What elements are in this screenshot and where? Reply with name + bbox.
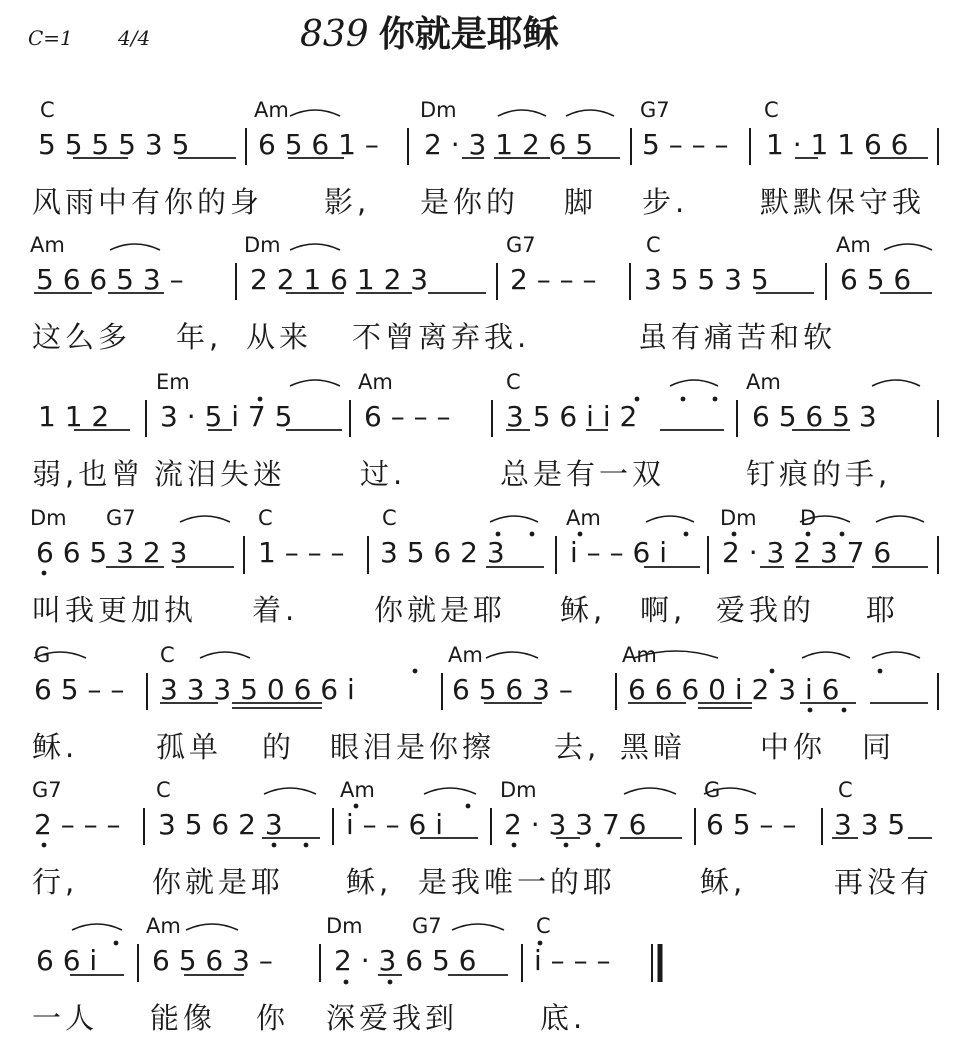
chord: Am xyxy=(448,643,483,667)
measure: 3 5 6 2 3 xyxy=(158,808,283,841)
lyric: 钉痕的手, xyxy=(746,457,892,491)
lyric: 去, xyxy=(554,730,601,764)
measure: 3 5 6 2 3 xyxy=(380,536,505,569)
measure: 6 6 i xyxy=(36,944,98,977)
measure: 2 · 3 6 5 6 xyxy=(334,944,477,977)
lyric: 你 xyxy=(256,1001,290,1035)
lyric: 过. xyxy=(360,457,407,491)
measure: 1 · 1 1 6 6 xyxy=(766,128,909,161)
lyric: 能像 xyxy=(150,1001,217,1035)
lyric: 虽有痛苦和软 xyxy=(638,320,837,354)
lyric: 中你 xyxy=(760,730,827,764)
lyric: 黑暗 xyxy=(620,730,687,764)
measure: i – – 6 i xyxy=(346,808,443,841)
lyric: 步. xyxy=(642,185,689,219)
lyric: 影, xyxy=(324,185,371,219)
measure: 6 6 6 0 i 2 3 i 6 xyxy=(628,673,840,706)
system-7 xyxy=(0,914,967,1049)
measure: 6 6 5 3 2 3 xyxy=(36,536,188,569)
lyric: 总是有一双 xyxy=(500,457,666,491)
measure: 6 5 – – xyxy=(34,673,125,706)
lyric: 再没有 xyxy=(834,865,934,899)
chord: C xyxy=(40,98,55,122)
lyric: 同 xyxy=(862,730,896,764)
measure: 3 3 5 xyxy=(834,808,906,841)
lyric: 耶 xyxy=(866,593,900,627)
chord: C xyxy=(646,233,661,257)
lyric: 从来 xyxy=(246,320,313,354)
lyric: 爱我的 xyxy=(716,593,816,627)
system-2 xyxy=(0,233,967,368)
lyric: 行, xyxy=(32,865,79,899)
lyric: 稣, xyxy=(346,865,393,899)
chord: C xyxy=(764,98,779,122)
chord: G xyxy=(704,778,721,802)
chord: D xyxy=(800,506,817,530)
chord: G7 xyxy=(32,778,62,802)
lyric: 脚 xyxy=(564,185,598,219)
chord: Am xyxy=(836,233,871,257)
lyric: 年, xyxy=(176,320,223,354)
measure: 3 3 3 5 0 6 6 i xyxy=(160,673,355,706)
measure: 5 – – – xyxy=(642,128,729,161)
chord: Am xyxy=(566,506,601,530)
chord: Dm xyxy=(30,506,67,530)
system-3 xyxy=(0,370,967,505)
measure: 2 2 1 6 1 2 3 xyxy=(250,263,429,296)
lyric: 是我唯一的耶 xyxy=(418,865,617,899)
lyric: 眼泪是你擦 xyxy=(330,730,496,764)
song-title: 你就是耶稣 xyxy=(378,14,559,55)
chord: G xyxy=(34,643,51,667)
measure: 2 · 3 2 3 7 6 xyxy=(722,536,892,569)
measure: 2 · 3 3 7 6 xyxy=(504,808,647,841)
chord: C xyxy=(536,914,551,938)
chord: C xyxy=(506,370,521,394)
chord: G7 xyxy=(506,233,536,257)
lyric: 稣. xyxy=(32,730,79,764)
measure: 6 5 – – xyxy=(706,808,797,841)
chord: Em xyxy=(156,370,190,394)
measure: 6 5 6 3 – xyxy=(452,673,573,706)
chord: Am xyxy=(30,233,65,257)
measure: 1 1 2 xyxy=(38,400,110,433)
chord: G7 xyxy=(106,506,136,530)
measure: 5 6 6 5 3 – xyxy=(36,263,184,296)
chord: Dm xyxy=(420,98,457,122)
lyric: 深爱我到 xyxy=(326,1001,459,1035)
lyric: 一人 xyxy=(32,1001,99,1035)
measure: i – – – xyxy=(534,944,611,977)
chord: Dm xyxy=(720,506,757,530)
measure: 3 5 6 i i 2 xyxy=(506,400,638,433)
chord: C xyxy=(156,778,171,802)
lyric: 是你的 xyxy=(420,185,520,219)
measure: 6 – – – xyxy=(364,400,451,433)
lyric: 默默保守我 xyxy=(760,185,926,219)
lyric: 你就是耶 xyxy=(152,865,285,899)
key-signature: C=1 xyxy=(28,26,73,50)
measure: 3 · 5 i 7 5 xyxy=(160,400,293,433)
measure: 2 · 3 1 2 6 5 xyxy=(424,128,594,161)
time-signature: 4/4 xyxy=(118,26,151,50)
lyric: 流泪失迷 xyxy=(154,457,287,491)
chord: C xyxy=(382,506,397,530)
system-6 xyxy=(0,778,967,913)
chord: G7 xyxy=(640,98,670,122)
chord: Am xyxy=(746,370,781,394)
lyric: 底. xyxy=(540,1001,587,1035)
measure: 1 – – – xyxy=(258,536,345,569)
lyric: 稣, xyxy=(560,593,607,627)
lyric: 的 xyxy=(262,730,296,764)
lyric: 着. xyxy=(252,593,299,627)
chord: Am xyxy=(340,778,375,802)
measure: 6 5 6 5 3 xyxy=(752,400,877,433)
chord: Am xyxy=(622,643,657,667)
chord: Am xyxy=(358,370,393,394)
chord: C xyxy=(838,778,853,802)
measure: 2 – – – xyxy=(510,263,597,296)
chord: Am xyxy=(146,914,181,938)
lyric: 这么多 xyxy=(32,320,132,354)
lyric: 风雨中有你的身 xyxy=(32,185,264,219)
measure: 3 5 5 3 5 xyxy=(644,263,769,296)
chord: G7 xyxy=(412,914,442,938)
lyric: 叫我更加执 xyxy=(32,593,198,627)
measure: 2 – – – xyxy=(34,808,121,841)
measure: 6 5 6 1 – xyxy=(258,128,379,161)
chord: Dm xyxy=(326,914,363,938)
lyric: 孤单 xyxy=(156,730,223,764)
measure: i – – 6 i xyxy=(570,536,667,569)
lyric: 弱,也曾 xyxy=(32,457,145,491)
chord: Dm xyxy=(500,778,537,802)
measure: 5 5 5 5 3 5 xyxy=(38,128,190,161)
lyric: 稣, xyxy=(700,865,747,899)
lyric: 不曾离弃我. xyxy=(352,320,531,354)
lyric: 啊, xyxy=(640,593,687,627)
chord: C xyxy=(160,643,175,667)
measure: 6 5 6 xyxy=(840,263,912,296)
measure: 6 5 6 3 – xyxy=(152,944,273,977)
lyric: 你就是耶 xyxy=(374,593,507,627)
chord: C xyxy=(258,506,273,530)
system-1 xyxy=(0,98,967,233)
system-4 xyxy=(0,506,967,641)
system-5 xyxy=(0,643,967,778)
chord: Am xyxy=(254,98,289,122)
chord: Dm xyxy=(244,233,281,257)
hymn-number: 839 xyxy=(300,14,369,55)
